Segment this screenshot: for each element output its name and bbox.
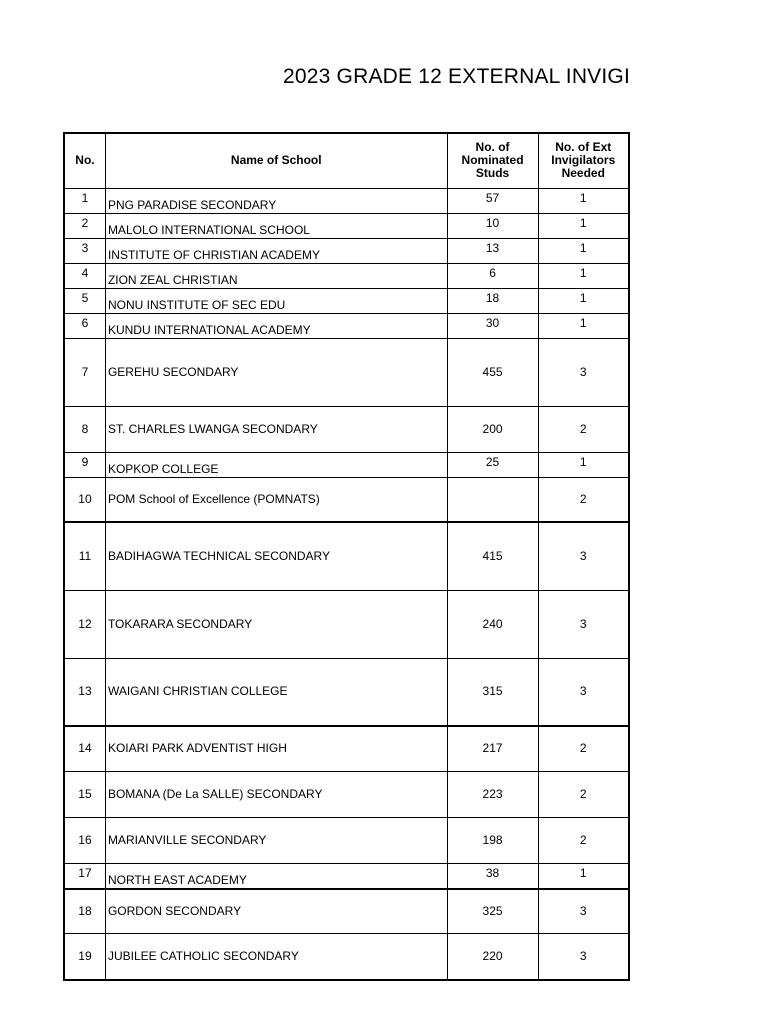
table-row [64, 889, 629, 934]
row-number: 9 [64, 452, 105, 477]
header-name: Name of School [105, 133, 447, 188]
nominated-studs: 455 [447, 338, 538, 406]
schools-table [63, 132, 630, 981]
school-name: ZION ZEAL CHRISTIAN [105, 263, 447, 288]
table-row [64, 288, 629, 313]
row-number: 16 [64, 817, 105, 863]
invigilators-needed: 2 [538, 817, 629, 863]
nominated-studs: 415 [447, 522, 538, 590]
table-row [64, 658, 629, 726]
school-name: KOIARI PARK ADVENTIST HIGH [105, 726, 447, 771]
table-row [64, 934, 629, 980]
row-number: 4 [64, 263, 105, 288]
invigilators-needed: 2 [538, 406, 629, 452]
school-name: INSTITUTE OF CHRISTIAN ACADEMY [105, 238, 447, 263]
invigilators-needed: 2 [538, 726, 629, 771]
nominated-studs: 240 [447, 590, 538, 658]
school-name: BOMANA (De La SALLE) SECONDARY [105, 771, 447, 817]
table-row [64, 863, 629, 889]
invigilators-needed: 1 [538, 263, 629, 288]
school-name: ST. CHARLES LWANGA SECONDARY [105, 406, 447, 452]
header-no: No. [64, 133, 105, 188]
nominated-studs: 315 [447, 658, 538, 726]
school-name: WAIGANI CHRISTIAN COLLEGE [105, 658, 447, 726]
header-nominated-studs [447, 133, 538, 188]
row-number: 15 [64, 771, 105, 817]
invigilators-needed: 1 [538, 863, 629, 889]
invigilators-needed: 3 [538, 934, 629, 980]
table-row [64, 771, 629, 817]
nominated-studs: 200 [447, 406, 538, 452]
nominated-studs: 57 [447, 188, 538, 213]
table-row [64, 590, 629, 658]
nominated-studs: 18 [447, 288, 538, 313]
row-number: 6 [64, 313, 105, 338]
header-inv-line2: Invigilators [551, 153, 616, 168]
nominated-studs: 38 [447, 863, 538, 889]
row-number: 18 [64, 889, 105, 934]
header-inv-line3: Needed [561, 166, 605, 181]
invigilators-needed: 1 [538, 288, 629, 313]
nominated-studs: 220 [447, 934, 538, 980]
school-name: NORTH EAST ACADEMY [105, 863, 447, 889]
invigilators-needed: 1 [538, 452, 629, 477]
table-row [64, 406, 629, 452]
row-number: 13 [64, 658, 105, 726]
table-row [64, 238, 629, 263]
row-number: 10 [64, 477, 105, 522]
school-name: NONU INSTITUTE OF SEC EDU [105, 288, 447, 313]
table-row [64, 477, 629, 522]
school-name: KOPKOP COLLEGE [105, 452, 447, 477]
table-viewport [63, 132, 633, 963]
nominated-studs: 25 [447, 452, 538, 477]
nominated-studs: 13 [447, 238, 538, 263]
school-name: KUNDU INTERNATIONAL ACADEMY [105, 313, 447, 338]
nominated-studs: 198 [447, 817, 538, 863]
header-inv-line1: No. of Ext [555, 140, 612, 155]
document-title: 2023 GRADE 12 EXTERNAL INVIGI [283, 65, 630, 88]
school-name: PNG PARADISE SECONDARY [105, 188, 447, 213]
invigilators-needed: 3 [538, 590, 629, 658]
school-name: TOKARARA SECONDARY [105, 590, 447, 658]
nominated-studs: 30 [447, 313, 538, 338]
school-name: BADIHAGWA TECHNICAL SECONDARY [105, 522, 447, 590]
table-row [64, 313, 629, 338]
table-row [64, 817, 629, 863]
nominated-studs: 10 [447, 213, 538, 238]
nominated-studs: 217 [447, 726, 538, 771]
header-studs-line3: Studs [475, 166, 510, 181]
row-number: 14 [64, 726, 105, 771]
invigilators-needed: 3 [538, 658, 629, 726]
row-number: 7 [64, 338, 105, 406]
row-number: 11 [64, 522, 105, 590]
nominated-studs [447, 477, 538, 522]
invigilators-needed: 3 [538, 889, 629, 934]
nominated-studs: 6 [447, 263, 538, 288]
row-number: 1 [64, 188, 105, 213]
invigilators-needed: 3 [538, 522, 629, 590]
school-name: GEREHU SECONDARY [105, 338, 447, 406]
school-name: JUBILEE CATHOLIC SECONDARY [105, 934, 447, 980]
header-invigilators-needed [538, 133, 629, 188]
nominated-studs: 223 [447, 771, 538, 817]
school-name: MARIANVILLE SECONDARY [105, 817, 447, 863]
row-number: 8 [64, 406, 105, 452]
table-row [64, 522, 629, 590]
table-row [64, 338, 629, 406]
school-name: GORDON SECONDARY [105, 889, 447, 934]
invigilators-needed: 1 [538, 213, 629, 238]
header-studs-line1: No. of [475, 140, 510, 155]
row-number: 12 [64, 590, 105, 658]
table-row [64, 452, 629, 477]
row-number: 19 [64, 934, 105, 980]
school-name: MALOLO INTERNATIONAL SCHOOL [105, 213, 447, 238]
row-number: 3 [64, 238, 105, 263]
row-number: 5 [64, 288, 105, 313]
table-row [64, 726, 629, 771]
table-row [64, 263, 629, 288]
invigilators-needed: 3 [538, 338, 629, 406]
school-name: POM School of Excellence (POMNATS) [105, 477, 447, 522]
invigilators-needed: 1 [538, 188, 629, 213]
invigilators-needed: 1 [538, 238, 629, 263]
table-body [64, 188, 629, 980]
nominated-studs: 325 [447, 889, 538, 934]
invigilators-needed: 1 [538, 313, 629, 338]
table-row [64, 213, 629, 238]
row-number: 17 [64, 863, 105, 889]
table-row [64, 188, 629, 213]
invigilators-needed: 2 [538, 477, 629, 522]
header-studs-line2: Nominated [461, 153, 524, 168]
row-number: 2 [64, 213, 105, 238]
invigilators-needed: 2 [538, 771, 629, 817]
